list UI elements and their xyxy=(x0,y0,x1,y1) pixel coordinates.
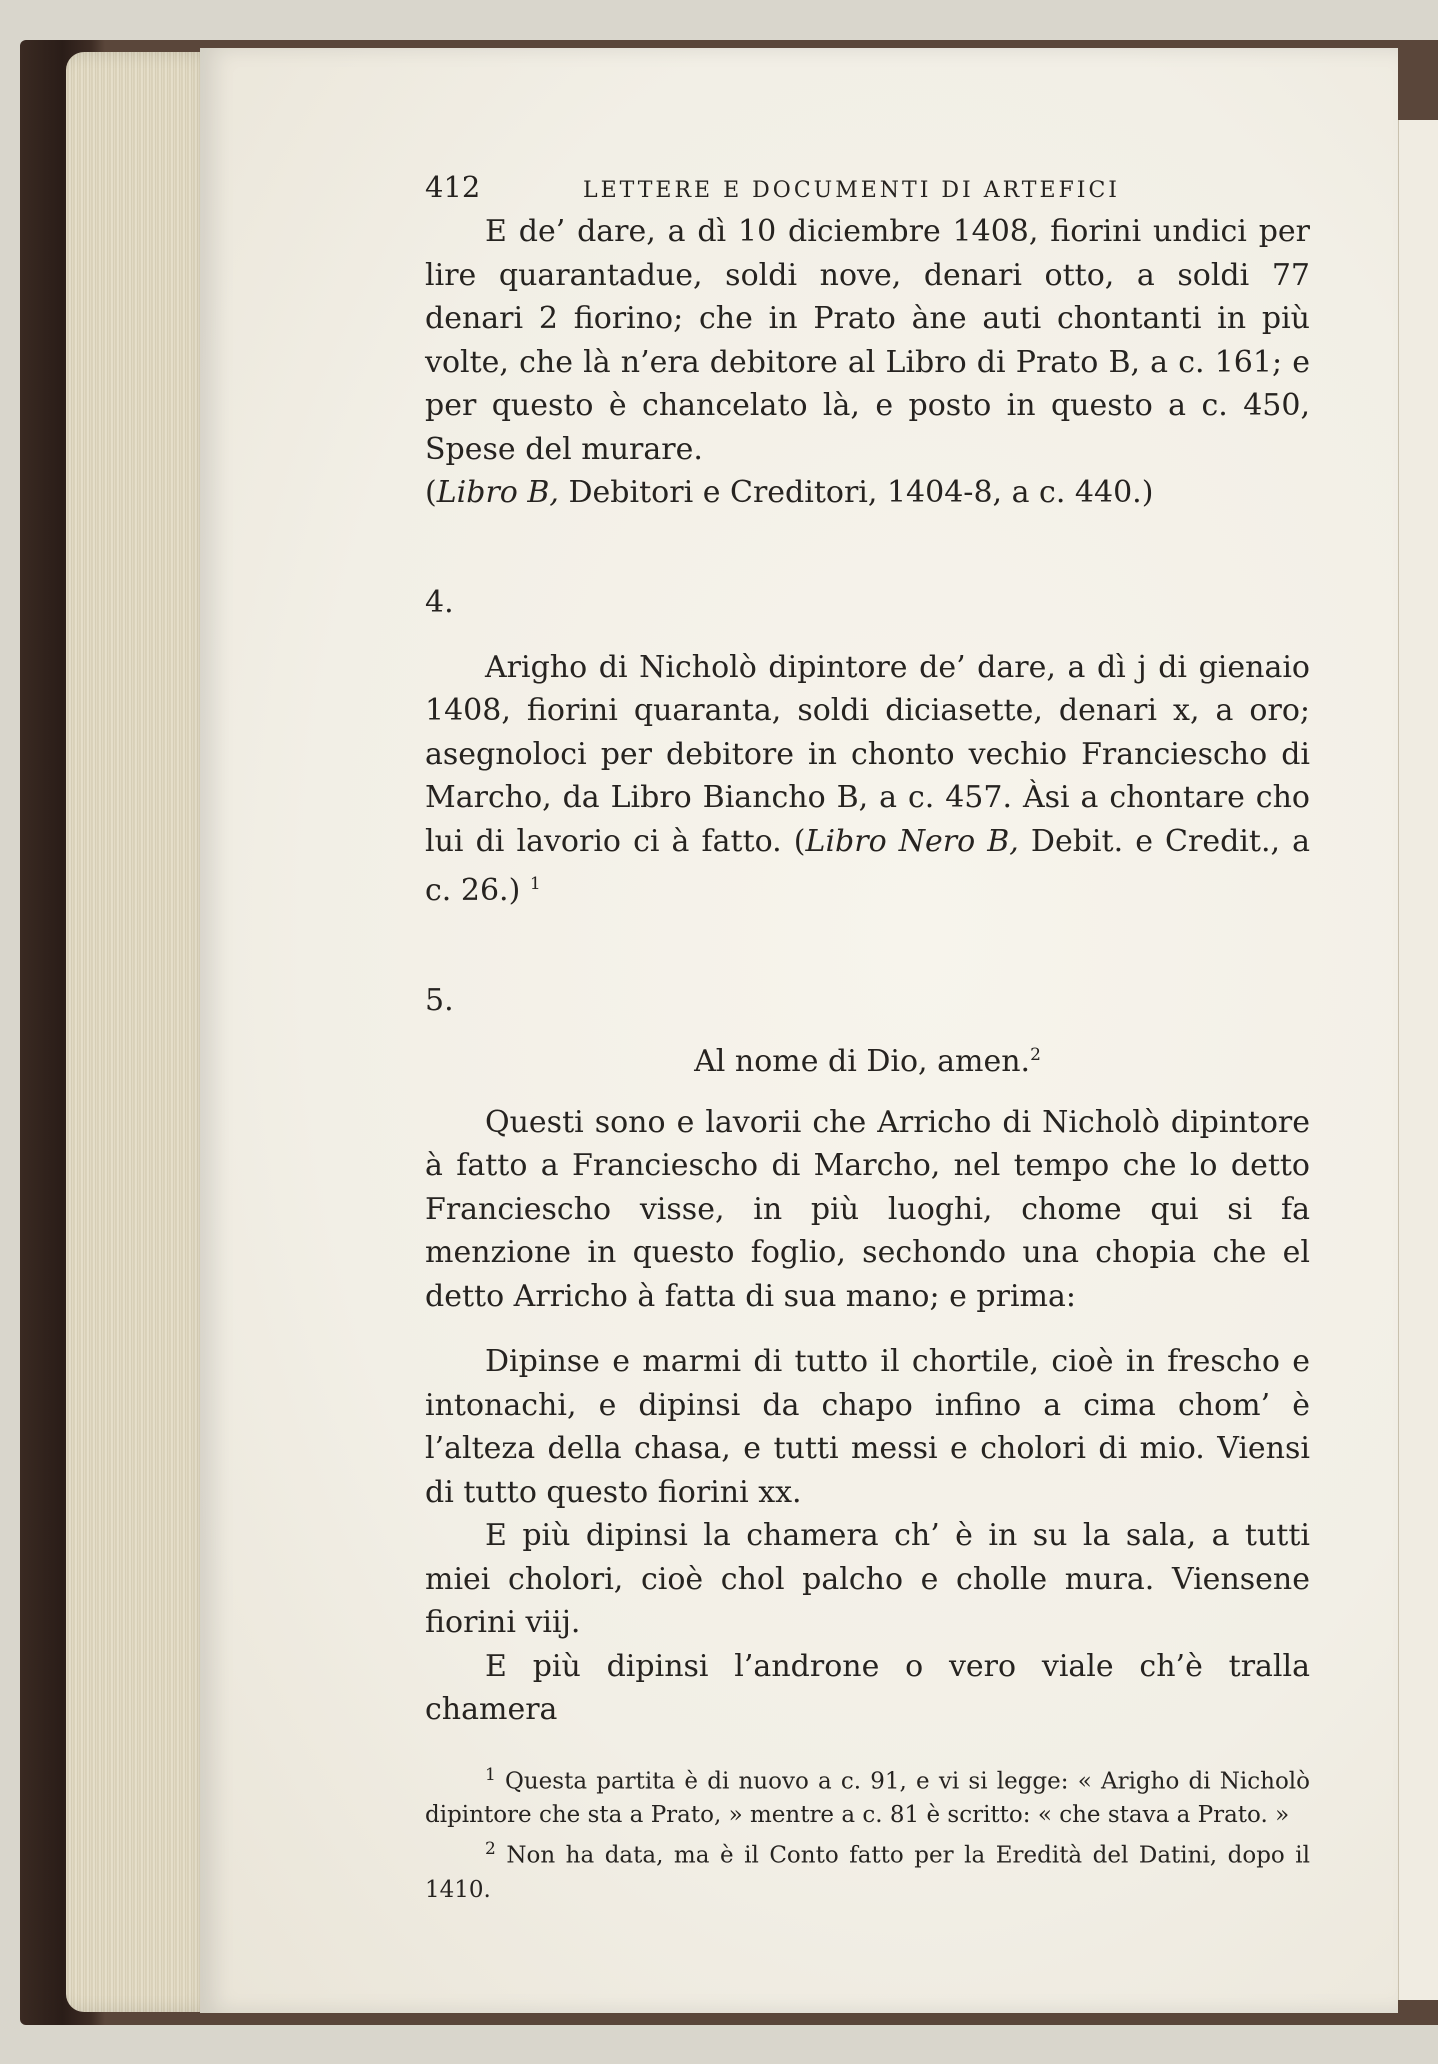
ref-book: Libro B, xyxy=(436,475,559,510)
section-number-4: 4. xyxy=(425,584,454,620)
paragraph-1-text: E de’ dare, a dì 10 diciembre 1408, fiorini undici per lire quarantadue, soldi nove, denari otto, a soldi 77 denari 2 fiorino; che in Prato àne auti chontanti in più volte, che là n’era debitore al Libro di Prato B, a c. 161; e per questo è chancelato là, e posto in questo a c. 450, Spese del murare. xyxy=(425,214,1310,467)
footnote-mark-2: 2 xyxy=(1030,1044,1041,1065)
footnotes xyxy=(425,1758,1310,1907)
section-5-paragraph-4: E più dipinsi l’androne o vero viale ch’è tralla chamera xyxy=(425,1648,1310,1727)
footnote-1 xyxy=(425,1758,1310,1833)
footnote-1-mark: 1 xyxy=(485,1764,496,1785)
paragraph-1 xyxy=(425,210,1310,515)
section-4-paragraph xyxy=(425,646,1310,913)
section-4-text: Arigho di Nicholò dipintore de’ dare, a dì j di gienaio 1408, fiorini quaranta, soldi diciasette, denari x, a oro; asegnoloci per debitore in chonto vechio Franciescho di Marcho, da Libro Biancho B, a c. 457. Àsi a chontare cho lui di lavorio ci à fatto. xyxy=(425,649,1310,859)
next-page-edge xyxy=(1398,120,1438,2000)
section-4-ref-book: Libro Nero B, xyxy=(805,823,1019,859)
section-4-ref-open: ( xyxy=(781,823,806,859)
footnote-2 xyxy=(425,1832,1310,1907)
footnote-1-text: Questa partita è di nuovo a c. 91, e vi si legge: « Arigho di Nicholò dipintore che sta a Prato, » mentre a c. 81 è scritto: « che stava a Prato. » xyxy=(425,1768,1310,1829)
section-5-paragraph-3: E più dipinsi la chamera ch’ è in su la sala, a tutti miei cholori, cioè chol palcho e cholle mura. Viensene fiorini viij. xyxy=(425,1518,1310,1640)
page-number: 412 xyxy=(425,170,481,204)
section-5-paragraph-2: Dipinse e marmi di tutto il chortile, cioè in frescho e intonachi, e dipinsi da chapo infino a cima chom’ è l’alteza della chasa, e tutti messi e cholori di mio. Viensi di tutto questo fiorini xx. xyxy=(425,1344,1310,1510)
running-head xyxy=(425,170,1310,204)
footnote-mark-1: 1 xyxy=(529,874,541,894)
heading-text: Al nome di Dio, amen. xyxy=(694,1043,1031,1079)
ref-open: ( xyxy=(425,475,437,510)
ref-rest: Debitori e Creditori, 1404-8, a c. 440.) xyxy=(558,475,1154,510)
section-5-heading xyxy=(425,1044,1310,1079)
section-4-ref-rest: Debit. e Credit., a c. 26.) xyxy=(425,823,1310,908)
section-5-paragraph-1: Questi sono e lavorii che Arricho di Nicholò dipintore à fatto a Franciescho di Marcho, nel tempo che lo detto Franciescho visse, in più luoghi, chome qui si fa menzione in questo foglio, sechondo una chopia che el detto Arricho à fatta di sua mano; e prima: xyxy=(425,1104,1310,1314)
page-edges xyxy=(66,52,216,2012)
footnote-2-text: Non ha data, ma è il Conto fatto per la Eredità del Datini, dopo il 1410. xyxy=(425,1842,1310,1903)
page-text xyxy=(425,170,1310,1907)
footnote-2-mark: 2 xyxy=(485,1839,496,1860)
section-number-5: 5. xyxy=(425,982,454,1018)
running-title: LETTERE E DOCUMENTI DI ARTEFICI xyxy=(583,178,1120,203)
